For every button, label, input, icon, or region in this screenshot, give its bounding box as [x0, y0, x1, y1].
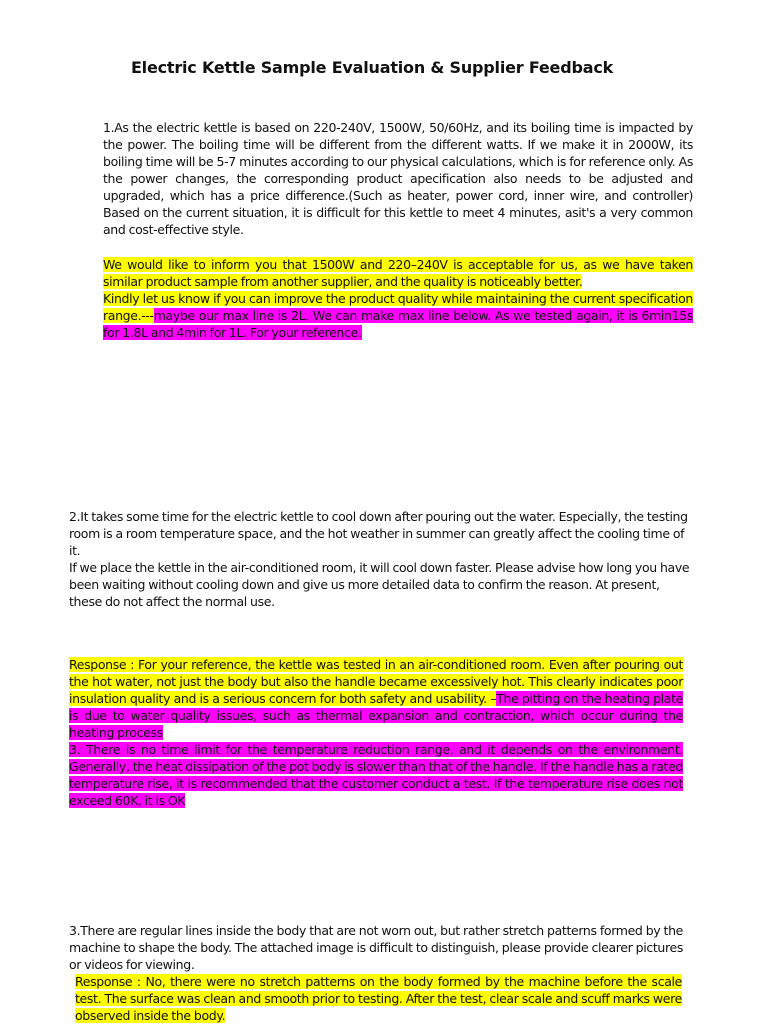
item-2-paragraph: 2.It takes some time for the electric kettle to cool down after pouring out the water. Especially, the testing room is a room temperature space, and the hot weather in summer can greatly affect the cooling time of it. — [69, 509, 688, 558]
item-2-paragraph-2: If we place the kettle in the air-conditioned room, it will cool down faster. Please advise how long you have been waiting without cooling down and give us more detailed data to confirm the reason. At present, these do not affect the normal use. — [69, 560, 690, 609]
item-1-paragraph: 1.As the electric kettle is based on 220-240V, 1500W, 50/60Hz, and its boiling time is impacted by the power. The boiling time will be different from the different watts. If we make it in 2000W, its boiling time will be 5-7 minutes according to our physical calculations, which is for reference only. As the power changes, the corresponding product apecification also needs to be adjusted and upgraded, which has a price difference.(Such as heater, power cord, inner wire, and controller) Based on the current situation, it is difficult for this kettle to meet 4 minutes, asit's a very common and cost-effective style. — [103, 120, 693, 237]
item-3-response — [75, 973, 682, 1024]
item-2-response-highlight-yellow: Response : For your reference, the kettle was tested in an air-conditioned room. Even after pouring out the hot water, not just the body but also the handle became excessively hot. This clearly indicates poor insulation quality and is a serious concern for both safety and usability. – — [69, 657, 683, 706]
item-2-response — [69, 656, 683, 809]
item-1-response-highlight-yellow: We would like to inform you that 1500W and 220–240V is acceptable for us, as we have taken similar product sample from another supplier, and the quality is noticeably better. — [103, 257, 693, 289]
item-2-response-highlight-magenta: The pitting on the heating plate is due to water quality issues, such as thermal expansion and contraction, which occur during the heating process — [69, 691, 683, 740]
item-1-response-highlight-magenta: maybe our max line is 2L. We can make max line below. As we tested again, it is 6min15s for 1.8L and 4min for 1L. For your reference. — [103, 308, 693, 340]
item-3-response-highlight-yellow: Response : No, there were no stretch patterns on the body formed by the machine before the scale test. The surface was clean and smooth prior to testing. After the test, clear scale and scuff marks were observed inside the body. — [75, 974, 682, 1023]
item-1-response — [103, 256, 693, 341]
page-title: Electric Kettle Sample Evaluation & Supplier Feedback — [130, 58, 614, 77]
item-3-paragraph: 3.There are regular lines inside the body that are not worn out, but rather stretch patterns formed by the machine to shape the body. The attached image is difficult to distinguish, please provide clearer pictures or videos for viewing. — [69, 923, 683, 972]
item-2-response-highlight-magenta-2: 3. There is no time limit for the temperature reduction range, and it depends on the environment. Generally, the heat dissipation of the pot body is slower than that of the handle. If the handle has a rated temperature rise, it is recommended that the customer conduct a test. If the temperature rise does not exceed 60K, it is OK — [69, 742, 683, 808]
item-1-response-highlight-yellow-2: Kindly let us know if you can improve the product quality while maintaining the current specification range.--- — [103, 291, 693, 323]
